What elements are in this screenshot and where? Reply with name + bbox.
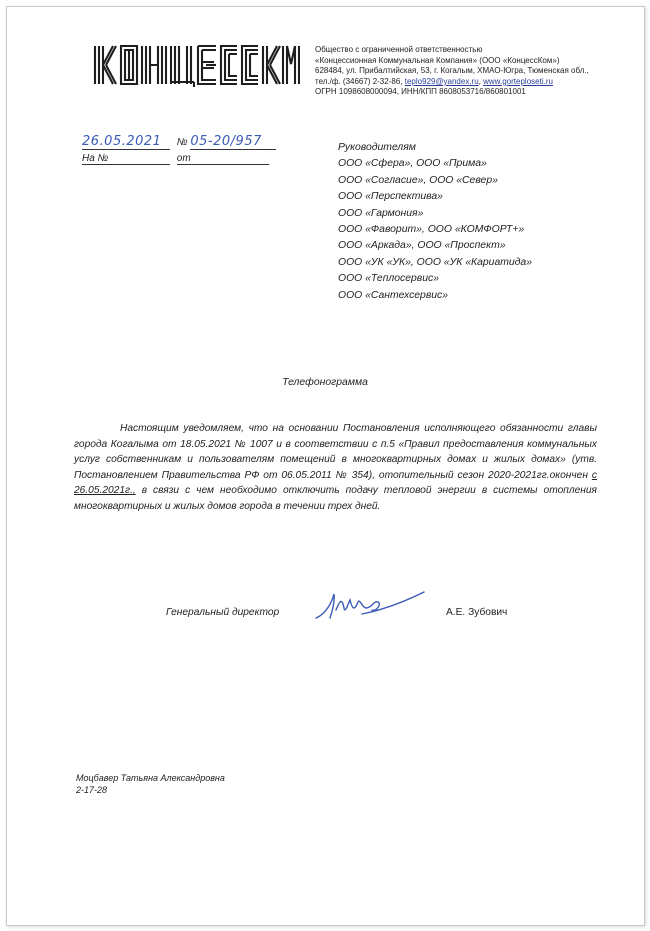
season-end-date: с 26.05.2021г., <box>74 469 597 496</box>
document-title: Телефонограмма <box>282 377 368 388</box>
org-phone: тел./ф. (34667) 2-32-86, <box>315 76 405 86</box>
org-line-2: «Концессионная Коммунальная Компания» (ООО «КонцессКом») <box>315 55 560 65</box>
org-separator: , <box>478 76 484 86</box>
addressee-item: ООО «Аркада», ООО «Проспект» <box>338 240 506 252</box>
outgoing-date-field <box>82 134 170 150</box>
outgoing-number: 05-20/957 <box>190 134 262 149</box>
addressee-item: ООО «Гармония» <box>338 207 424 219</box>
from-label: от <box>176 153 191 164</box>
number-label: № <box>176 137 188 148</box>
executor-name: Моцбавер Татьяна Александровна <box>76 773 225 783</box>
outgoing-number-field <box>190 134 276 150</box>
reply-label: На № <box>82 153 109 164</box>
addressee-list <box>338 140 618 304</box>
addressee-item: ООО «Согласие», ООО «Север» <box>338 174 498 186</box>
org-contacts <box>315 77 615 88</box>
signatory-position: Генеральный директор <box>166 607 280 618</box>
body-paragraph <box>74 421 597 514</box>
reply-number-field <box>82 153 170 165</box>
addressee-item: ООО «Сантехсервис» <box>338 289 449 301</box>
addressee-item: ООО «УК «УК», ООО «УК «Кариатида» <box>338 256 532 268</box>
addressee-item: ООО «Теплосервис» <box>338 273 439 285</box>
org-website-link[interactable]: www.gorteploseti.ru <box>483 76 553 86</box>
reply-date-field <box>177 153 269 165</box>
handwritten-signature <box>312 588 432 624</box>
addressee-item: Руководителям <box>338 142 416 153</box>
org-line-1: Общество с ограниченной ответственностью <box>315 45 483 54</box>
body-text-part-1: Настоящим уведомляем, что на основании Постановления исполняющего обязанности главы города Когалыма от 18.05.2021 № 1007 и в соответствии с п.5 «Правил предоставления коммунальных услуг собственникам и пользователям помещений в многоквартирных домах и жилых домах» (утв. Постановлением Правительства РФ от 06.05.2011 № 354), отопительный сезон 2020-2021гг.окончен <box>74 423 597 481</box>
company-logo <box>92 42 300 88</box>
addressee-item: ООО «Перспектива» <box>338 191 443 203</box>
org-line-5: ОГРН 1098608000094, ИНН/КПП 8608053716/860801001 <box>315 87 526 97</box>
signatory-name: А.Е. Зубович <box>446 607 508 618</box>
org-email-link[interactable]: teplo929@yandex.ru <box>404 76 479 86</box>
body-text-part-2: в связи с чем необходимо отключить подачу тепловой энергии в системы отопления многоквартирных и жилых домов города в течении трех дней. <box>74 485 597 512</box>
reference-outgoing <box>82 134 276 150</box>
addressee-item: ООО «Сфера», ООО «Прима» <box>338 158 487 170</box>
reference-incoming <box>82 153 269 165</box>
executor-block <box>76 772 225 796</box>
executor-phone: 2-17-28 <box>76 785 108 795</box>
addressee-item: ООО «Фаворит», ООО «КОМФОРТ+» <box>338 224 525 236</box>
organization-details <box>315 45 615 98</box>
document-body <box>74 421 597 514</box>
outgoing-date: 26.05.2021 <box>82 134 162 149</box>
org-line-3: 628484, ул. Прибалтийская, 53, г. Когалым, ХМАО-Югра, Тюменская обл., <box>315 66 589 76</box>
